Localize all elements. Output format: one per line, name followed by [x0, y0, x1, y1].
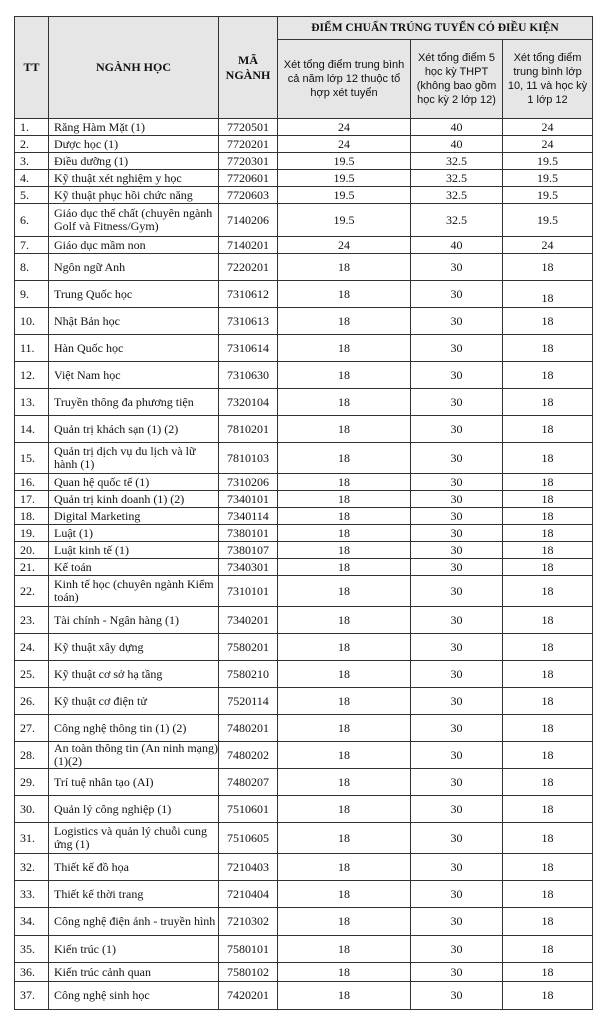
score-5-hoc-ky: 30 — [411, 416, 503, 443]
score-ca-nam-lop-12: 19.5 — [278, 187, 411, 204]
score-5-hoc-ky: 32.5 — [411, 187, 503, 204]
score-ca-nam-lop-12: 18 — [278, 982, 411, 1010]
score-ca-nam-lop-12: 18 — [278, 688, 411, 715]
major-name: Kỹ thuật phục hồi chức năng — [49, 187, 219, 204]
score-5-hoc-ky: 30 — [411, 308, 503, 335]
table-row — [15, 576, 593, 607]
major-name: Kỹ thuật xét nghiệm y học — [49, 170, 219, 187]
table-row — [15, 281, 593, 308]
major-code: 7320104 — [219, 389, 278, 416]
major-code: 7380101 — [219, 525, 278, 542]
score-lop-10-11-hk1: 18 — [503, 908, 593, 936]
score-5-hoc-ky: 30 — [411, 823, 503, 854]
score-lop-10-11-hk1: 19.5 — [503, 204, 593, 237]
score-ca-nam-lop-12: 24 — [278, 119, 411, 136]
major-code: 7140201 — [219, 237, 278, 254]
table-row — [15, 559, 593, 576]
major-name: Công nghệ thông tin (1) (2) — [49, 715, 219, 742]
score-lop-10-11-hk1: 24 — [503, 237, 593, 254]
major-name: Kỹ thuật cơ điện tử — [49, 688, 219, 715]
score-ca-nam-lop-12: 18 — [278, 254, 411, 281]
major-code: 7720501 — [219, 119, 278, 136]
table-row — [15, 963, 593, 982]
table-row — [15, 491, 593, 508]
major-code: 7220201 — [219, 254, 278, 281]
major-code: 7580210 — [219, 661, 278, 688]
table-row — [15, 508, 593, 525]
row-number: 27. — [15, 715, 49, 742]
score-ca-nam-lop-12: 18 — [278, 525, 411, 542]
row-number: 32. — [15, 854, 49, 881]
score-lop-10-11-hk1: 18 — [503, 823, 593, 854]
score-lop-10-11-hk1: 18 — [503, 661, 593, 688]
row-number: 20. — [15, 542, 49, 559]
score-lop-10-11-hk1: 18 — [503, 335, 593, 362]
major-name: Luật kinh tế (1) — [49, 542, 219, 559]
row-number: 25. — [15, 661, 49, 688]
major-code: 7720601 — [219, 170, 278, 187]
score-5-hoc-ky: 40 — [411, 119, 503, 136]
row-number: 29. — [15, 769, 49, 796]
major-name: Dược học (1) — [49, 136, 219, 153]
score-5-hoc-ky: 30 — [411, 688, 503, 715]
row-number: 2. — [15, 136, 49, 153]
score-5-hoc-ky: 30 — [411, 769, 503, 796]
major-name: Quản trị khách sạn (1) (2) — [49, 416, 219, 443]
major-code: 7340201 — [219, 607, 278, 634]
major-name: Truyền thông đa phương tiện — [49, 389, 219, 416]
score-5-hoc-ky: 30 — [411, 362, 503, 389]
major-code: 7580101 — [219, 936, 278, 963]
major-code: 7310206 — [219, 474, 278, 491]
score-lop-10-11-hk1: 18 — [503, 362, 593, 389]
score-5-hoc-ky: 30 — [411, 908, 503, 936]
table-row — [15, 688, 593, 715]
table-row — [15, 335, 593, 362]
score-ca-nam-lop-12: 18 — [278, 474, 411, 491]
major-code: 7720201 — [219, 136, 278, 153]
score-5-hoc-ky: 30 — [411, 963, 503, 982]
score-lop-10-11-hk1: 18 — [503, 389, 593, 416]
table-row — [15, 204, 593, 237]
major-code: 7810103 — [219, 443, 278, 474]
score-5-hoc-ky: 32.5 — [411, 170, 503, 187]
score-5-hoc-ky: 30 — [411, 525, 503, 542]
score-lop-10-11-hk1: 18 — [503, 796, 593, 823]
score-5-hoc-ky: 32.5 — [411, 204, 503, 237]
row-number: 36. — [15, 963, 49, 982]
major-code: 7310614 — [219, 335, 278, 362]
score-5-hoc-ky: 30 — [411, 661, 503, 688]
header-group-title: ĐIỂM CHUẨN TRÚNG TUYỂN CÓ ĐIỀU KIỆN — [278, 17, 593, 40]
major-name: An toàn thông tin (An ninh mạng) (1)(2) — [49, 742, 219, 769]
major-name: Logistics và quản lý chuỗi cung ứng (1) — [49, 823, 219, 854]
score-lop-10-11-hk1: 18 — [503, 416, 593, 443]
score-lop-10-11-hk1: 19.5 — [503, 153, 593, 170]
major-code: 7510601 — [219, 796, 278, 823]
major-name: Quan hệ quốc tế (1) — [49, 474, 219, 491]
score-5-hoc-ky: 40 — [411, 136, 503, 153]
score-lop-10-11-hk1: 18 — [503, 881, 593, 908]
score-lop-10-11-hk1: 24 — [503, 136, 593, 153]
table-body — [15, 119, 593, 1010]
table-row — [15, 542, 593, 559]
score-5-hoc-ky: 30 — [411, 742, 503, 769]
score-lop-10-11-hk1: 18 — [503, 854, 593, 881]
score-5-hoc-ky: 30 — [411, 254, 503, 281]
major-code: 7310613 — [219, 308, 278, 335]
major-name: Digital Marketing — [49, 508, 219, 525]
score-5-hoc-ky: 30 — [411, 389, 503, 416]
major-name: Quản trị dịch vụ du lịch và lữ hành (1) — [49, 443, 219, 474]
table-row — [15, 119, 593, 136]
score-5-hoc-ky: 30 — [411, 542, 503, 559]
major-name: Trung Quốc học — [49, 281, 219, 308]
score-5-hoc-ky: 30 — [411, 982, 503, 1010]
major-name: Kế toán — [49, 559, 219, 576]
score-ca-nam-lop-12: 19.5 — [278, 153, 411, 170]
major-name: Việt Nam học — [49, 362, 219, 389]
major-code: 7310612 — [219, 281, 278, 308]
row-number: 35. — [15, 936, 49, 963]
major-name: Kỹ thuật cơ sở hạ tầng — [49, 661, 219, 688]
score-lop-10-11-hk1: 18 — [503, 715, 593, 742]
table-row — [15, 237, 593, 254]
major-name: Giáo dục mầm non — [49, 237, 219, 254]
major-code: 7210302 — [219, 908, 278, 936]
header-col-5-hoc-ky: Xét tổng điểm 5 học kỳ THPT (không bao gồm học kỳ 2 lớp 12) — [411, 40, 503, 119]
score-ca-nam-lop-12: 19.5 — [278, 204, 411, 237]
score-ca-nam-lop-12: 18 — [278, 362, 411, 389]
table-row — [15, 308, 593, 335]
score-ca-nam-lop-12: 18 — [278, 335, 411, 362]
row-number: 30. — [15, 796, 49, 823]
score-ca-nam-lop-12: 18 — [278, 715, 411, 742]
table-row — [15, 715, 593, 742]
table-row — [15, 254, 593, 281]
score-5-hoc-ky: 30 — [411, 854, 503, 881]
score-ca-nam-lop-12: 18 — [278, 823, 411, 854]
major-name: Công nghệ điện ảnh - truyền hình — [49, 908, 219, 936]
score-lop-10-11-hk1: 24 — [503, 119, 593, 136]
score-ca-nam-lop-12: 19.5 — [278, 170, 411, 187]
row-number: 6. — [15, 204, 49, 237]
score-lop-10-11-hk1: 18 — [503, 769, 593, 796]
admission-score-table — [14, 16, 593, 1010]
score-5-hoc-ky: 30 — [411, 281, 503, 308]
table-header — [15, 17, 593, 119]
row-number: 1. — [15, 119, 49, 136]
score-lop-10-11-hk1: 18 — [503, 443, 593, 474]
table-row — [15, 153, 593, 170]
score-lop-10-11-hk1: 18 — [503, 474, 593, 491]
row-number: 19. — [15, 525, 49, 542]
score-ca-nam-lop-12: 18 — [278, 542, 411, 559]
major-code: 7310630 — [219, 362, 278, 389]
row-number: 14. — [15, 416, 49, 443]
score-5-hoc-ky: 30 — [411, 508, 503, 525]
score-ca-nam-lop-12: 18 — [278, 308, 411, 335]
score-lop-10-11-hk1: 18 — [503, 508, 593, 525]
score-ca-nam-lop-12: 18 — [278, 881, 411, 908]
score-ca-nam-lop-12: 18 — [278, 742, 411, 769]
score-ca-nam-lop-12: 18 — [278, 908, 411, 936]
row-number: 15. — [15, 443, 49, 474]
major-code: 7340101 — [219, 491, 278, 508]
table-row — [15, 443, 593, 474]
table-row — [15, 474, 593, 491]
row-number: 33. — [15, 881, 49, 908]
score-5-hoc-ky: 30 — [411, 443, 503, 474]
table-row — [15, 881, 593, 908]
score-5-hoc-ky: 32.5 — [411, 153, 503, 170]
major-code: 7480202 — [219, 742, 278, 769]
table-row — [15, 742, 593, 769]
row-number: 5. — [15, 187, 49, 204]
major-name: Kỹ thuật xây dựng — [49, 634, 219, 661]
score-ca-nam-lop-12: 18 — [278, 936, 411, 963]
score-lop-10-11-hk1: 18 — [503, 688, 593, 715]
row-number: 8. — [15, 254, 49, 281]
score-ca-nam-lop-12: 18 — [278, 491, 411, 508]
score-ca-nam-lop-12: 18 — [278, 559, 411, 576]
score-ca-nam-lop-12: 18 — [278, 508, 411, 525]
row-number: 21. — [15, 559, 49, 576]
major-name: Quản lý công nghiệp (1) — [49, 796, 219, 823]
score-lop-10-11-hk1: 18 — [503, 742, 593, 769]
score-lop-10-11-hk1: 18 — [503, 936, 593, 963]
row-number: 16. — [15, 474, 49, 491]
score-5-hoc-ky: 30 — [411, 335, 503, 362]
major-code: 7510605 — [219, 823, 278, 854]
major-code: 7520114 — [219, 688, 278, 715]
major-code: 7580102 — [219, 963, 278, 982]
major-code: 7720301 — [219, 153, 278, 170]
score-5-hoc-ky: 30 — [411, 607, 503, 634]
score-ca-nam-lop-12: 18 — [278, 389, 411, 416]
table-row — [15, 389, 593, 416]
score-ca-nam-lop-12: 18 — [278, 661, 411, 688]
major-code: 7720603 — [219, 187, 278, 204]
major-code: 7810201 — [219, 416, 278, 443]
header-nganh-hoc: NGÀNH HỌC — [49, 17, 219, 119]
row-number: 13. — [15, 389, 49, 416]
score-5-hoc-ky: 30 — [411, 881, 503, 908]
score-ca-nam-lop-12: 18 — [278, 854, 411, 881]
score-lop-10-11-hk1: 18 — [503, 559, 593, 576]
major-name: Tài chính - Ngân hàng (1) — [49, 607, 219, 634]
score-5-hoc-ky: 30 — [411, 715, 503, 742]
row-number: 23. — [15, 607, 49, 634]
table-row — [15, 136, 593, 153]
score-ca-nam-lop-12: 18 — [278, 963, 411, 982]
major-name: Giáo dục thể chất (chuyên ngành Golf và Fitness/Gym) — [49, 204, 219, 237]
major-code: 7210404 — [219, 881, 278, 908]
score-lop-10-11-hk1: 18 — [503, 982, 593, 1010]
row-number: 31. — [15, 823, 49, 854]
score-5-hoc-ky: 30 — [411, 474, 503, 491]
major-name: Kiến trúc (1) — [49, 936, 219, 963]
row-number: 24. — [15, 634, 49, 661]
score-lop-10-11-hk1: 18 — [503, 607, 593, 634]
score-ca-nam-lop-12: 24 — [278, 136, 411, 153]
major-code: 7580201 — [219, 634, 278, 661]
score-ca-nam-lop-12: 18 — [278, 607, 411, 634]
score-lop-10-11-hk1: 18 — [503, 254, 593, 281]
major-name: Quản trị kinh doanh (1) (2) — [49, 491, 219, 508]
row-number: 7. — [15, 237, 49, 254]
row-number: 3. — [15, 153, 49, 170]
major-name: Luật (1) — [49, 525, 219, 542]
score-lop-10-11-hk1: 18 — [503, 542, 593, 559]
header-col-ca-nam-lop-12: Xét tổng điểm trung bình cả năm lớp 12 thuộc tổ hợp xét tuyển — [278, 40, 411, 119]
major-name: Kiến trúc cảnh quan — [49, 963, 219, 982]
row-number: 9. — [15, 281, 49, 308]
header-ma-nganh: MÃ NGÀNH — [219, 17, 278, 119]
row-number: 17. — [15, 491, 49, 508]
table-row — [15, 769, 593, 796]
table-row — [15, 908, 593, 936]
score-5-hoc-ky: 30 — [411, 576, 503, 607]
table-row — [15, 823, 593, 854]
score-ca-nam-lop-12: 18 — [278, 576, 411, 607]
score-5-hoc-ky: 40 — [411, 237, 503, 254]
row-number: 22. — [15, 576, 49, 607]
major-code: 7340301 — [219, 559, 278, 576]
table-row — [15, 661, 593, 688]
header-col-lop-10-11-hk1: Xét tổng điểm trung bình lớp 10, 11 và học kỳ 1 lớp 12 — [503, 40, 593, 119]
score-ca-nam-lop-12: 18 — [278, 796, 411, 823]
major-name: Kinh tế học (chuyên ngành Kiểm toán) — [49, 576, 219, 607]
table-row — [15, 416, 593, 443]
score-lop-10-11-hk1: 18 — [503, 576, 593, 607]
score-ca-nam-lop-12: 18 — [278, 634, 411, 661]
score-ca-nam-lop-12: 18 — [278, 281, 411, 308]
row-number: 10. — [15, 308, 49, 335]
score-ca-nam-lop-12: 24 — [278, 237, 411, 254]
table-row — [15, 634, 593, 661]
major-name: Thiết kế thời trang — [49, 881, 219, 908]
score-5-hoc-ky: 30 — [411, 936, 503, 963]
score-lop-10-11-hk1: 19.5 — [503, 170, 593, 187]
table-row — [15, 170, 593, 187]
row-number: 28. — [15, 742, 49, 769]
major-code: 7420201 — [219, 982, 278, 1010]
major-code: 7140206 — [219, 204, 278, 237]
score-lop-10-11-hk1: 18 — [503, 525, 593, 542]
score-lop-10-11-hk1: 18 — [503, 308, 593, 335]
table-row — [15, 525, 593, 542]
score-5-hoc-ky: 30 — [411, 634, 503, 661]
row-number: 18. — [15, 508, 49, 525]
major-code: 7340114 — [219, 508, 278, 525]
table-row — [15, 796, 593, 823]
row-number: 34. — [15, 908, 49, 936]
major-name: Hàn Quốc học — [49, 335, 219, 362]
major-code: 7480207 — [219, 769, 278, 796]
score-5-hoc-ky: 30 — [411, 796, 503, 823]
major-name: Điều dưỡng (1) — [49, 153, 219, 170]
score-lop-10-11-hk1: 18 — [503, 281, 593, 308]
table-row — [15, 982, 593, 1010]
major-name: Thiết kế đồ họa — [49, 854, 219, 881]
score-lop-10-11-hk1: 18 — [503, 491, 593, 508]
table-row — [15, 854, 593, 881]
table-row — [15, 187, 593, 204]
major-name: Nhật Bản học — [49, 308, 219, 335]
score-lop-10-11-hk1: 18 — [503, 963, 593, 982]
score-lop-10-11-hk1: 19.5 — [503, 187, 593, 204]
row-number: 26. — [15, 688, 49, 715]
table-row — [15, 362, 593, 389]
table-row — [15, 936, 593, 963]
score-ca-nam-lop-12: 18 — [278, 769, 411, 796]
row-number: 12. — [15, 362, 49, 389]
score-ca-nam-lop-12: 18 — [278, 443, 411, 474]
score-5-hoc-ky: 30 — [411, 491, 503, 508]
score-ca-nam-lop-12: 18 — [278, 416, 411, 443]
header-tt: TT — [15, 17, 49, 119]
major-code: 7480201 — [219, 715, 278, 742]
major-code: 7210403 — [219, 854, 278, 881]
major-code: 7380107 — [219, 542, 278, 559]
score-lop-10-11-hk1: 18 — [503, 634, 593, 661]
major-name: Răng Hàm Mặt (1) — [49, 119, 219, 136]
major-name: Ngôn ngữ Anh — [49, 254, 219, 281]
table-row — [15, 607, 593, 634]
major-code: 7310101 — [219, 576, 278, 607]
score-5-hoc-ky: 30 — [411, 559, 503, 576]
major-name: Công nghệ sinh học — [49, 982, 219, 1010]
row-number: 37. — [15, 982, 49, 1010]
row-number: 11. — [15, 335, 49, 362]
admission-score-table-container — [14, 16, 592, 1010]
major-name: Trí tuệ nhân tạo (AI) — [49, 769, 219, 796]
row-number: 4. — [15, 170, 49, 187]
